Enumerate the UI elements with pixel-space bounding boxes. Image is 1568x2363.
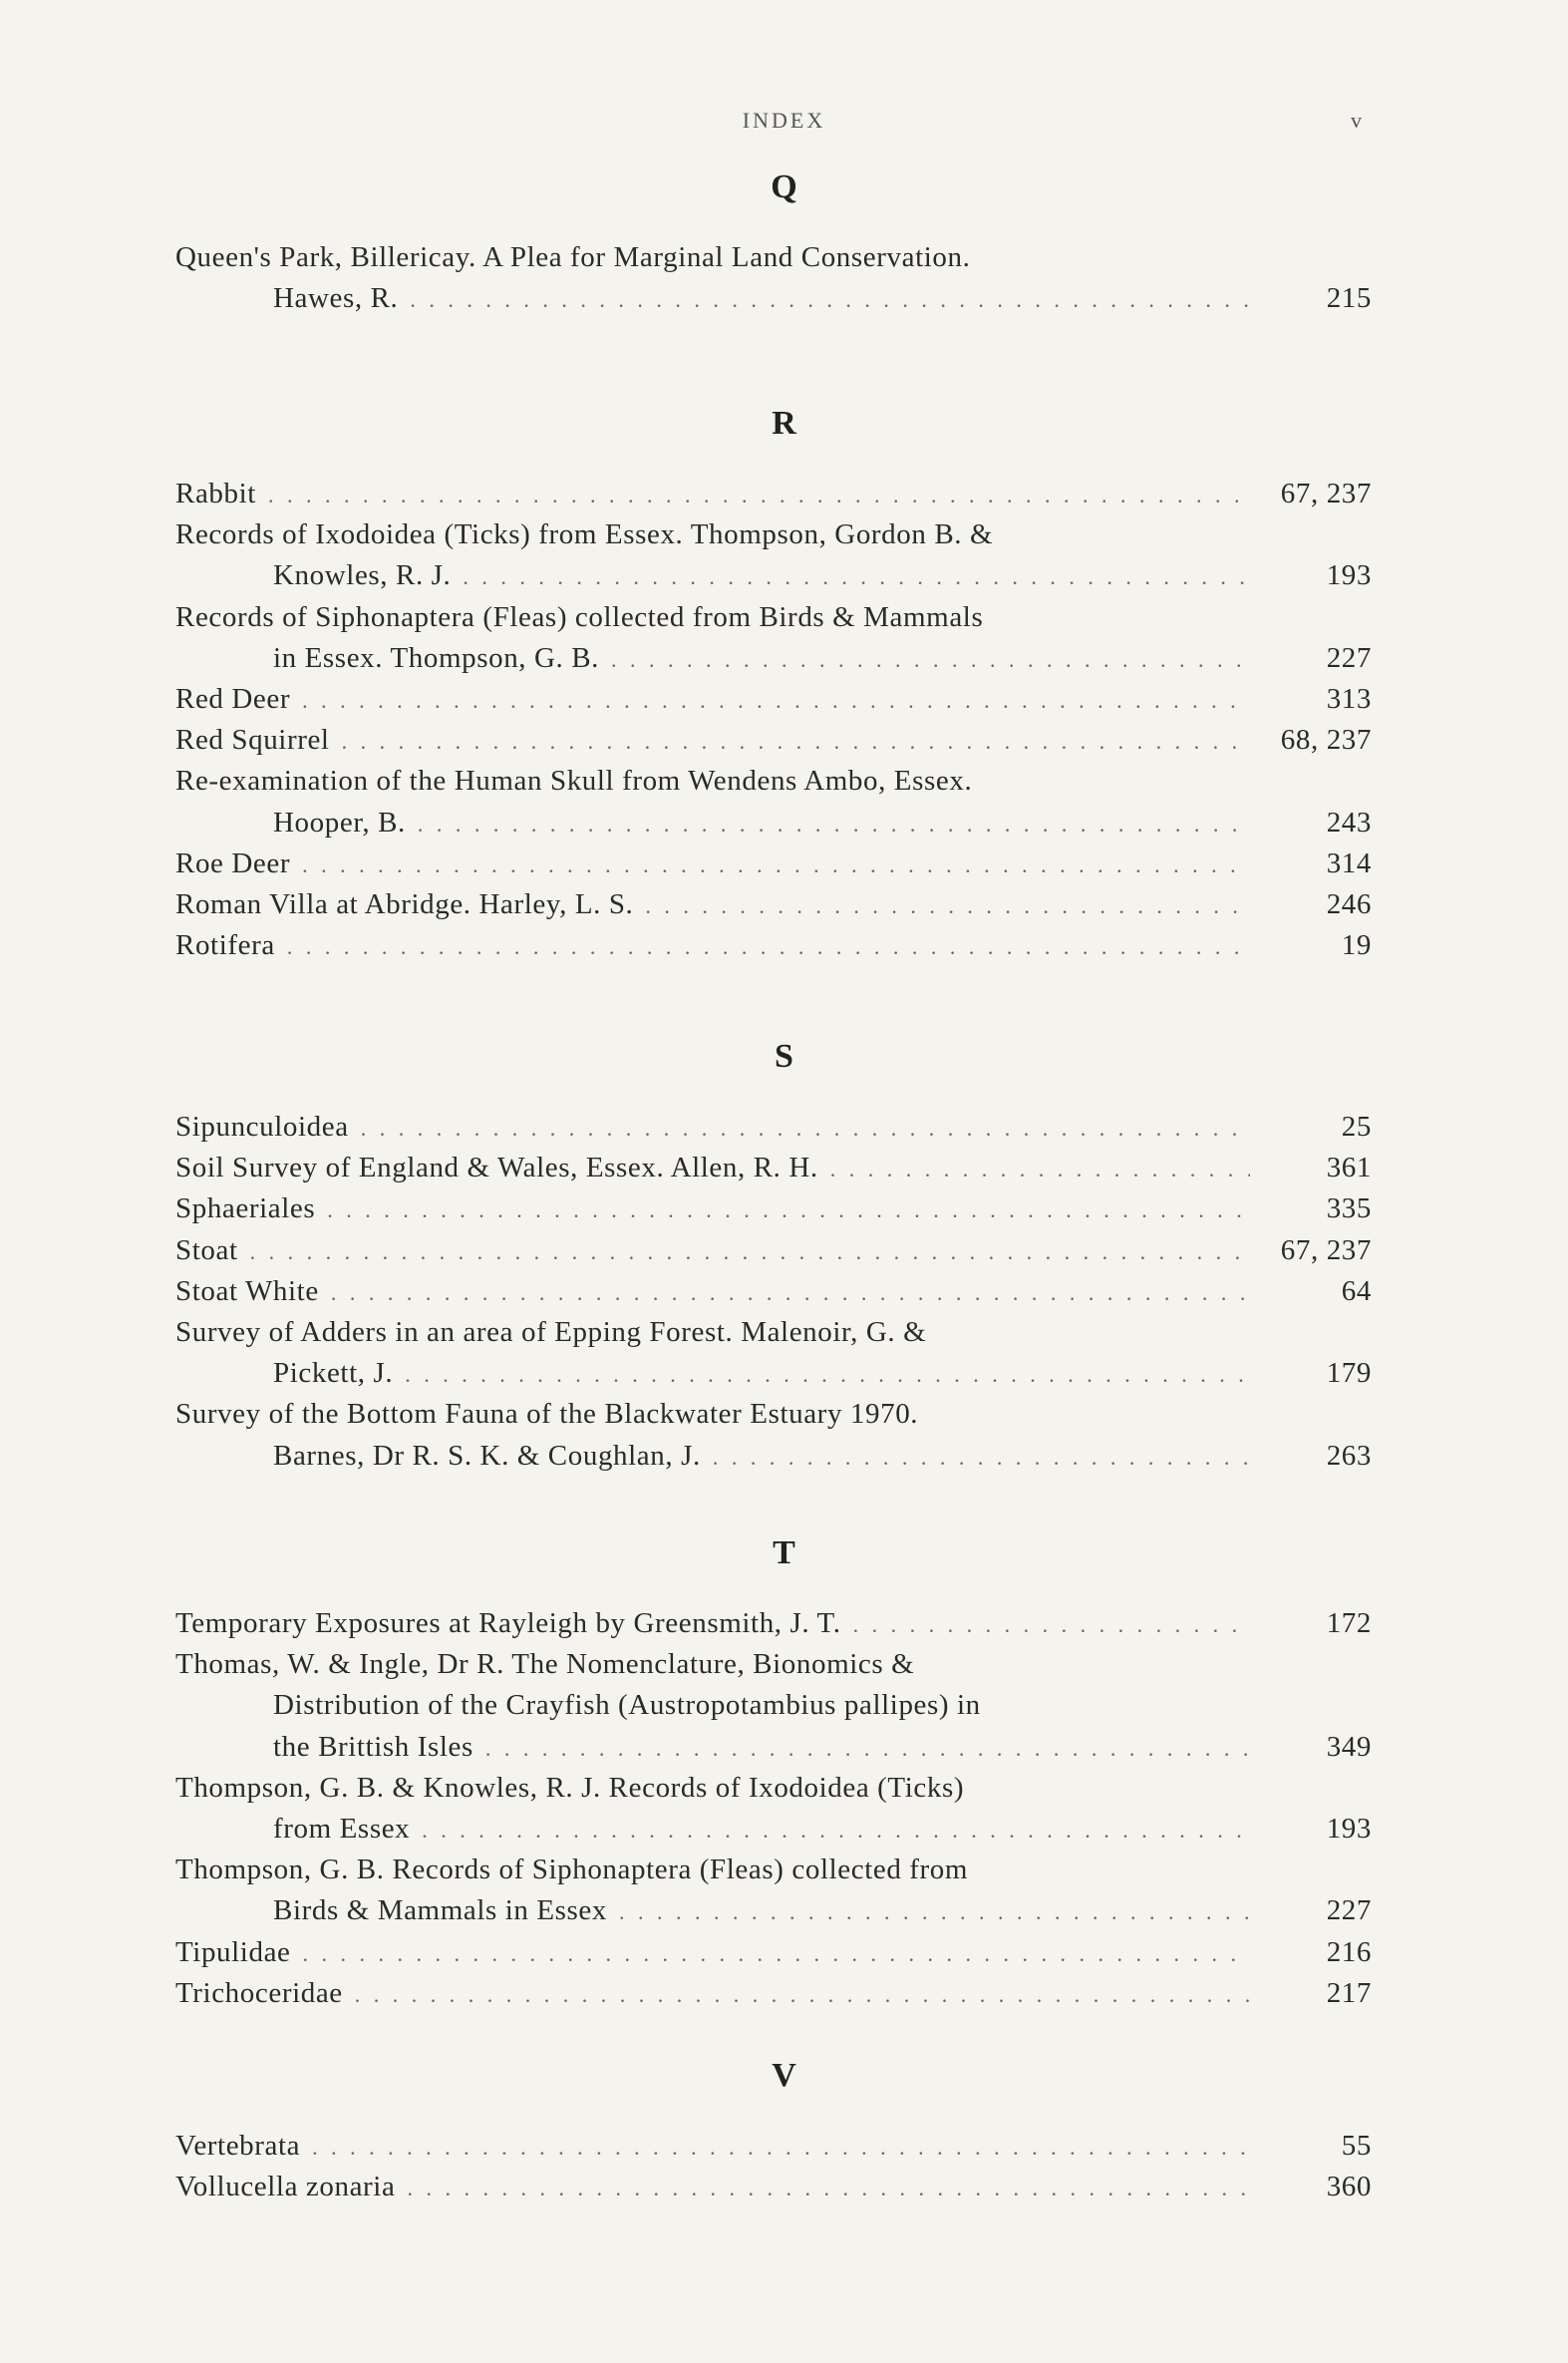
entry-line	[175, 925, 1372, 966]
entry-text: Sipunculoidea	[175, 1111, 349, 1143]
entry-text: Queen's Park, Billericay. A Plea for Marginal Land Conservation.	[175, 241, 971, 273]
entry-page-numbers: 314	[1326, 846, 1372, 879]
index-entry	[175, 1932, 1372, 1973]
entry-page-numbers: 193	[1326, 1812, 1372, 1845]
entry-page-numbers: 19	[1341, 929, 1372, 962]
entry-text: Trichoceridae	[175, 1976, 343, 2009]
entry-line	[175, 1312, 1372, 1353]
section-letter: R	[772, 405, 796, 442]
entry-line	[175, 1271, 1372, 1312]
entry-line	[175, 1603, 1372, 1644]
index-entry	[175, 1230, 1372, 1271]
dot-leader	[302, 680, 1250, 721]
entry-line	[175, 720, 1372, 761]
entry-text: Tipulidae	[175, 1935, 291, 1968]
index-entry	[175, 2167, 1372, 2207]
index-entry	[175, 1973, 1372, 2014]
index-section-q	[0, 158, 1568, 319]
entry-text: Vertebrata	[175, 2130, 301, 2162]
entry-page-numbers: 216	[1326, 1935, 1372, 1968]
entry-page-numbers: 67, 237	[1280, 1233, 1372, 1266]
entry-page-numbers: 67, 237	[1280, 478, 1372, 509]
index-entry	[175, 1107, 1372, 1148]
index-entry	[175, 514, 1372, 596]
index-entry	[175, 1768, 1372, 1850]
dot-leader	[410, 279, 1250, 320]
entry-line	[175, 2167, 1372, 2207]
entry-page-numbers: 360	[1326, 2171, 1372, 2203]
entry-continuation-line	[175, 1353, 1372, 1394]
entry-line	[175, 1644, 1372, 1685]
index-entry	[175, 844, 1372, 884]
entry-page-numbers: 215	[1326, 282, 1372, 315]
index-section-r	[0, 394, 1568, 966]
entry-text: Knowles, R. J.	[273, 559, 452, 592]
dot-leader	[611, 639, 1250, 680]
entry-text: in Essex. Thompson, G. B.	[273, 641, 600, 674]
entry-page-numbers: 179	[1326, 1357, 1372, 1390]
index-entry	[175, 720, 1372, 761]
dot-leader	[645, 885, 1250, 926]
section-letter: T	[773, 1534, 795, 1571]
entry-line	[175, 2126, 1372, 2167]
entry-page-numbers: 243	[1326, 806, 1372, 839]
entry-text: Survey of Adders in an area of Epping Forest. Malenoir, G. &	[175, 1315, 927, 1348]
entry-text: Birds & Mammals in Essex	[273, 1894, 607, 1927]
entry-text: Red Deer	[175, 682, 291, 715]
entry-text: from Essex	[273, 1812, 411, 1845]
index-entry	[175, 237, 1372, 319]
entry-text: Records of Ixodoidea (Ticks) from Essex. Thompson, Gordon B. &	[175, 518, 994, 551]
section-letter: S	[775, 1038, 793, 1075]
entry-text: Stoat White	[175, 1274, 319, 1307]
entry-line	[175, 597, 1372, 638]
entry-page-numbers: 313	[1326, 682, 1372, 715]
entry-page-numbers: 335	[1326, 1192, 1372, 1225]
entry-page-numbers: 172	[1326, 1607, 1372, 1639]
running-title: INDEX	[742, 108, 826, 133]
dot-leader	[303, 1933, 1250, 1974]
entry-list	[175, 1107, 1372, 1477]
entry-text: Sphaeriales	[175, 1192, 316, 1225]
entry-line	[175, 1973, 1372, 2014]
entry-line	[175, 1932, 1372, 1973]
entry-text: Records of Siphonaptera (Fleas) collected from Birds & Mammals	[175, 600, 984, 633]
index-entry	[175, 1644, 1372, 1768]
entry-continuation-line	[175, 278, 1372, 319]
dot-leader	[331, 1272, 1250, 1313]
entry-text: Pickett, J.	[273, 1357, 394, 1390]
dot-leader	[485, 1728, 1250, 1769]
index-entry	[175, 1603, 1372, 1644]
index-entry	[175, 679, 1372, 720]
section-letter: V	[772, 2057, 796, 2094]
dot-leader	[407, 2168, 1250, 2208]
entry-line	[175, 474, 1372, 514]
entry-page-numbers: 25	[1341, 1111, 1372, 1143]
entry-text: Thomas, W. & Ingle, Dr R. The Nomenclature, Bionomics &	[175, 1648, 915, 1681]
entry-text: Re-examination of the Human Skull from Wendens Ambo, Essex.	[175, 765, 973, 798]
dot-leader	[342, 721, 1250, 762]
index-entry	[175, 1148, 1372, 1188]
index-entry	[175, 2126, 1372, 2167]
entry-page-numbers: 68, 237	[1280, 724, 1372, 757]
entry-text: Roe Deer	[175, 846, 291, 879]
dot-leader	[830, 1149, 1250, 1189]
dot-leader	[355, 1974, 1250, 2015]
entry-line	[175, 761, 1372, 802]
entry-text: Temporary Exposures at Rayleigh by Greensmith, J. T.	[175, 1607, 841, 1639]
entry-continuation-line	[175, 803, 1372, 844]
dot-leader	[853, 1604, 1250, 1645]
entry-line	[175, 1230, 1372, 1271]
entry-page-numbers: 349	[1326, 1730, 1372, 1763]
dot-leader	[312, 2127, 1250, 2168]
entry-continuation-line	[175, 638, 1372, 679]
dot-leader	[418, 804, 1250, 844]
entry-page-numbers: 227	[1326, 1894, 1372, 1927]
entry-text: Rotifera	[175, 929, 275, 962]
entry-text: Distribution of the Crayfish (Austropotambius pallipes) in	[273, 1689, 981, 1722]
dot-leader	[422, 1810, 1250, 1851]
dot-leader	[713, 1437, 1250, 1478]
entry-list	[175, 474, 1372, 966]
entry-text: Barnes, Dr R. S. K. & Coughlan, J.	[273, 1439, 701, 1472]
entry-text: the Brittish Isles	[273, 1730, 473, 1763]
index-entry	[175, 1394, 1372, 1476]
entry-text: Hooper, B.	[273, 806, 406, 839]
entry-text: Stoat	[175, 1233, 238, 1266]
entry-line	[175, 679, 1372, 720]
entry-text: Survey of the Bottom Fauna of the Blackwater Estuary 1970.	[175, 1398, 919, 1431]
dot-leader	[619, 1891, 1250, 1932]
entry-text: Hawes, R.	[273, 282, 399, 315]
dot-leader	[287, 926, 1250, 967]
entry-text: Roman Villa at Abridge. Harley, L. S.	[175, 887, 634, 920]
entry-page-numbers: 217	[1326, 1976, 1372, 2009]
entry-page-numbers: 246	[1326, 887, 1372, 920]
entry-list	[175, 2126, 1372, 2207]
entry-line	[175, 1768, 1372, 1809]
entry-line	[175, 1850, 1372, 1890]
index-section-v	[0, 2046, 1568, 2207]
index-entry	[175, 1312, 1372, 1394]
entry-page-numbers: 227	[1326, 641, 1372, 674]
entry-page-numbers: 193	[1326, 559, 1372, 592]
dot-leader	[327, 1189, 1250, 1230]
dot-leader	[302, 844, 1250, 885]
entry-page-numbers: 55	[1341, 2130, 1372, 2162]
entry-line	[175, 1188, 1372, 1229]
entry-line	[175, 1394, 1372, 1435]
index-entry	[175, 925, 1372, 966]
dot-leader	[250, 1231, 1250, 1272]
entry-text: Soil Survey of England & Wales, Essex. Allen, R. H.	[175, 1152, 818, 1184]
dot-leader	[405, 1354, 1250, 1395]
page-number: v	[1351, 108, 1362, 133]
entry-text: Rabbit	[175, 478, 256, 509]
entry-line	[175, 1107, 1372, 1148]
entry-line	[175, 1148, 1372, 1188]
dot-leader	[268, 475, 1250, 515]
entry-line	[175, 844, 1372, 884]
entry-page-numbers: 64	[1341, 1274, 1372, 1307]
entry-continuation-line	[175, 1809, 1372, 1850]
entry-text: Thompson, G. B. Records of Siphonaptera (Fleas) collected from	[175, 1854, 969, 1886]
index-entry	[175, 1271, 1372, 1312]
entry-text: Vollucella zonaria	[175, 2171, 396, 2203]
entry-continuation-line	[175, 555, 1372, 596]
dot-leader	[463, 556, 1250, 597]
entry-page-numbers: 263	[1326, 1439, 1372, 1472]
index-section-s	[0, 1027, 1568, 1477]
entry-continuation-line	[175, 1890, 1372, 1931]
index-entry	[175, 761, 1372, 843]
entry-list	[175, 237, 1372, 319]
index-entry	[175, 1850, 1372, 1931]
entry-page-numbers: 361	[1326, 1152, 1372, 1184]
index-entry	[175, 884, 1372, 925]
entry-list	[175, 1603, 1372, 2014]
index-entry	[175, 597, 1372, 679]
entry-line	[175, 237, 1372, 278]
dot-leader	[361, 1108, 1250, 1149]
index-entry	[175, 1188, 1372, 1229]
index-section-t	[0, 1523, 1568, 2014]
entry-continuation-line	[175, 1685, 1372, 1726]
index-entry	[175, 474, 1372, 514]
entry-continuation-line	[175, 1727, 1372, 1768]
entry-text: Red Squirrel	[175, 724, 330, 757]
entry-line	[175, 884, 1372, 925]
entry-line	[175, 514, 1372, 555]
section-letter: Q	[771, 169, 797, 205]
entry-text: Thompson, G. B. & Knowles, R. J. Records of Ixodoidea (Ticks)	[175, 1771, 965, 1804]
entry-continuation-line	[175, 1436, 1372, 1477]
